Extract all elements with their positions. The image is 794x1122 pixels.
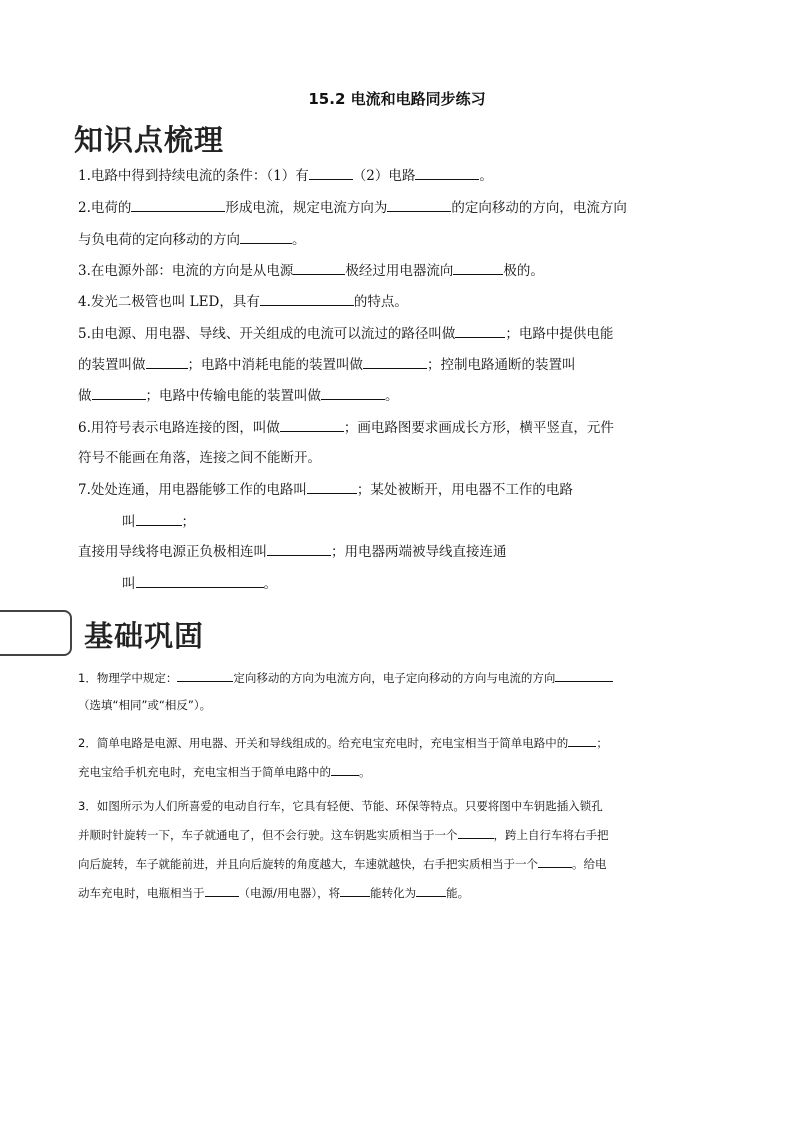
fill-blank[interactable] — [340, 883, 370, 897]
text: 向后旋转，车子就能前进，并且向后旋转的角度越大，车速就越快，右手把实质相当于一个 — [78, 857, 538, 871]
fill-blank[interactable] — [136, 574, 264, 588]
text: 4.发光二极管也叫 LED，具有 — [78, 294, 260, 310]
text: 极经过用电器流向 — [345, 263, 454, 279]
fill-blank[interactable] — [331, 762, 359, 776]
fill-blank[interactable] — [555, 668, 613, 682]
text: ；用电器两端被导线直接连通 — [331, 544, 507, 560]
fill-blank[interactable] — [453, 261, 503, 275]
knowledge-item-2 — [78, 198, 718, 217]
question-2-cont — [78, 762, 718, 781]
fill-blank[interactable] — [387, 198, 451, 212]
knowledge-item-6 — [78, 418, 718, 437]
fill-blank[interactable] — [307, 480, 357, 494]
text: 3.在电源外部：电流的方向是从电源 — [78, 263, 294, 279]
fill-blank[interactable] — [309, 166, 353, 180]
fill-blank[interactable] — [205, 883, 239, 897]
knowledge-item-3 — [78, 261, 718, 280]
fill-blank[interactable] — [293, 261, 345, 275]
text: 定向移动的方向为电流方向，电子定向移动的方向与电流的方向 — [233, 671, 556, 685]
text: 形成电流，规定电流方向为 — [225, 200, 388, 216]
text: ；电路中传输电能的装置叫做 — [145, 388, 321, 404]
text: ； — [181, 514, 195, 530]
knowledge-item-2-cont — [78, 230, 718, 249]
text: 动车充电时，电瓶相当于 — [78, 886, 205, 900]
text: （选填“相同”或“相反”）。 — [78, 698, 212, 712]
section-frame-decoration — [0, 610, 72, 656]
fill-blank[interactable] — [177, 668, 233, 682]
knowledge-item-4 — [78, 292, 718, 311]
page-title: 15.2 电流和电路同步练习 — [308, 90, 486, 108]
question-3-cont — [78, 825, 718, 844]
section-heading-basics: 基础巩固 — [84, 619, 205, 653]
question-3-cont2 — [78, 854, 718, 873]
text: 2．简单电路是电源、用电器、开关和导线组成的。给充电宝充电时，充电宝相当于简单电路中的 — [78, 736, 569, 750]
text: ；控制电路通断的装置叫 — [427, 357, 576, 373]
text: （电源/用电器），将 — [238, 886, 341, 900]
text: 的装置叫做 — [78, 357, 146, 373]
text: 。 — [385, 388, 399, 404]
question-3-cont3 — [78, 883, 718, 902]
text: 直接用导线将电源正负极相连叫 — [78, 544, 267, 560]
text: 。 — [359, 765, 371, 779]
fill-blank[interactable] — [131, 198, 225, 212]
text: 做 — [78, 388, 92, 404]
text: 能。 — [446, 886, 470, 900]
text: 能转化为 — [370, 886, 417, 900]
text: ，跨上自行车将右手把 — [493, 828, 609, 842]
fill-blank[interactable] — [260, 292, 354, 306]
text: 。 — [292, 232, 306, 248]
text: 并顺时针旋转一下，车子就通电了，但不会行驶。这车钥匙实质相当于一个 — [78, 828, 458, 842]
text: ；画电路图要求画成长方形，横平竖直，元件 — [343, 420, 614, 436]
fill-blank[interactable] — [568, 733, 596, 747]
question-1 — [78, 668, 718, 687]
knowledge-item-5 — [78, 324, 718, 343]
text: 。给电 — [572, 857, 607, 871]
text: 1.电路中得到持续电流的条件：（1）有 — [78, 168, 309, 184]
fill-blank[interactable] — [538, 854, 572, 868]
text: 充电宝给手机充电时，充电宝相当于简单电路中的 — [78, 765, 331, 779]
text: （2）电路 — [352, 168, 416, 184]
text: 1．物理学中规定： — [78, 671, 178, 685]
question-1-cont — [78, 696, 718, 714]
text: 叫 — [122, 514, 136, 530]
text: 7.处处连通，用电器能够工作的电路叫 — [78, 482, 307, 498]
fill-blank[interactable] — [92, 386, 146, 400]
knowledge-item-7-cont — [122, 512, 762, 531]
text: 6.用符号表示电路连接的图，叫做 — [78, 420, 280, 436]
text: 2.电荷的 — [78, 200, 132, 216]
fill-blank[interactable] — [321, 386, 385, 400]
section-heading-knowledge: 知识点梳理 — [74, 123, 225, 157]
text: ；某处被断开，用电器不工作的电路 — [356, 482, 573, 498]
text: ；电路中提供电能 — [505, 326, 614, 342]
knowledge-item-5-cont2 — [78, 386, 718, 405]
text: 的定向移动的方向，电流方向 — [451, 200, 627, 216]
knowledge-item-7 — [78, 480, 718, 499]
fill-blank[interactable] — [416, 883, 446, 897]
text: 叫 — [122, 576, 136, 592]
fill-blank[interactable] — [240, 230, 292, 244]
text: 。 — [263, 576, 277, 592]
fill-blank[interactable] — [146, 355, 188, 369]
fill-blank[interactable] — [455, 324, 505, 338]
knowledge-item-1 — [78, 166, 718, 185]
question-2 — [78, 733, 718, 752]
fill-blank[interactable] — [458, 825, 494, 839]
text: 与负电荷的定向移动的方向 — [78, 232, 240, 248]
text: 3．如图所示为人们所喜爱的电动自行车，它具有轻便、节能、环保等特点。只要将图中车钥匙插入锁孔 — [78, 799, 603, 813]
text: 5.由电源、用电器、导线、开关组成的电流可以流过的路径叫做 — [78, 326, 456, 342]
fill-blank[interactable] — [280, 418, 344, 432]
text: ； — [596, 736, 608, 750]
fill-blank[interactable] — [267, 542, 331, 556]
text: 。 — [479, 168, 493, 184]
fill-blank[interactable] — [415, 166, 479, 180]
text: 极的。 — [503, 263, 544, 279]
fill-blank[interactable] — [363, 355, 427, 369]
knowledge-item-7-cont2 — [78, 542, 718, 561]
knowledge-item-6-cont — [78, 449, 718, 467]
text: 的特点。 — [353, 294, 408, 310]
text: 符号不能画在角落，连接之间不能断开。 — [78, 450, 321, 466]
knowledge-item-7-cont3 — [122, 574, 762, 593]
knowledge-item-5-cont — [78, 355, 718, 374]
question-3 — [78, 797, 718, 815]
text: ；电路中消耗电能的装置叫做 — [187, 357, 363, 373]
fill-blank[interactable] — [136, 512, 182, 526]
